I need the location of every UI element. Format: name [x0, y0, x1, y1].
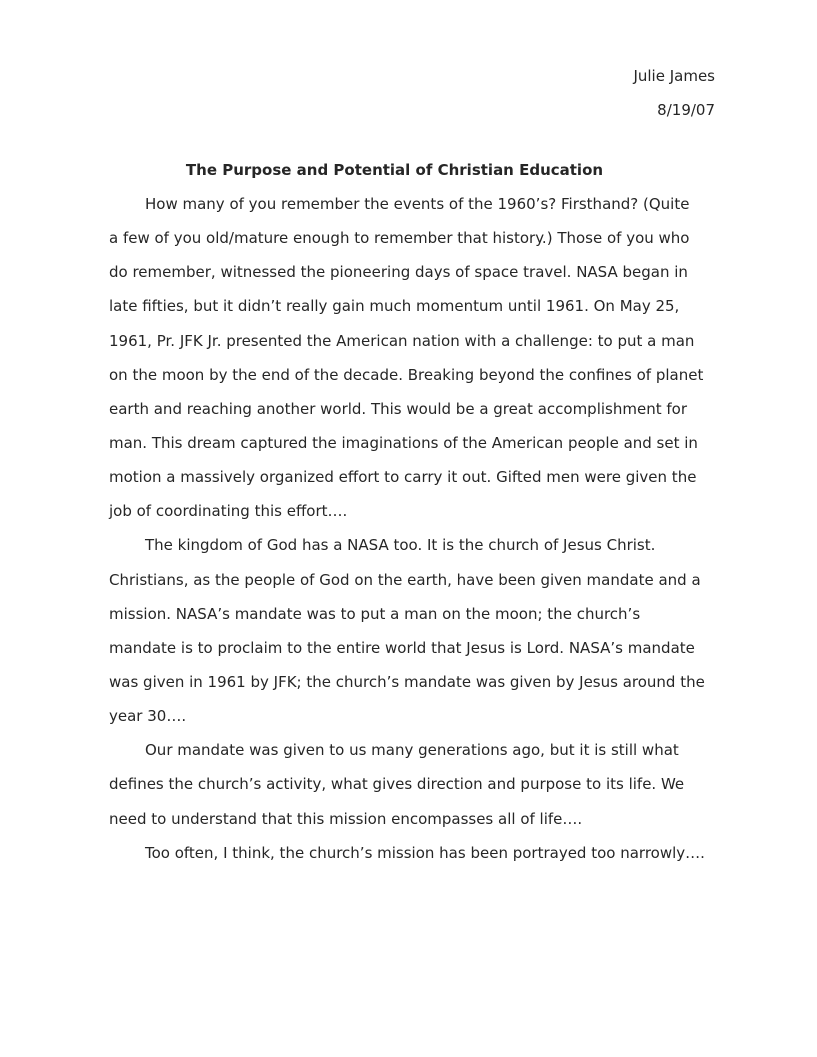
text-line: motion a massively organized effort to carry it out. Gifted men were given the [109, 468, 697, 487]
document-date: 8/19/07 [657, 101, 715, 119]
document-body [109, 194, 709, 877]
text-line: defines the church’s activity, what gives direction and purpose to its life. We [109, 775, 685, 794]
text-line: job of coordinating this effort…. [109, 502, 348, 521]
text-line: mandate is to proclaim to the entire world that Jesus is Lord. NASA’s mandate [109, 638, 695, 657]
document-title: The Purpose and Potential of Christian Education [185, 161, 604, 179]
text-line: year 30…. [109, 707, 187, 726]
text-line: How many of you remember the events of the 1960’s? Firsthand? (Quite [145, 195, 690, 213]
text-line: Christians, as the people of God on the earth, have been given mandate and a [109, 570, 701, 589]
document-header [633, 59, 715, 127]
paragraph-1 [109, 194, 709, 535]
text-line: a few of you old/mature enough to remember that history.) Those of you who [109, 229, 690, 248]
paragraph-2 [109, 535, 709, 740]
text-line: late fifties, but it didn’t really gain much momentum until 1961. On May 25, [109, 297, 680, 316]
text-line: mission. NASA’s mandate was to put a man on the moon; the church’s [109, 604, 641, 623]
text-line: was given in 1961 by JFK; the church’s mandate was given by Jesus around the [109, 672, 705, 691]
author-name: Julie James [633, 67, 715, 85]
text-line: man. This dream captured the imaginations of the American people and set in [109, 433, 698, 452]
text-line: do remember, witnessed the pioneering days of space travel. NASA began in [109, 263, 688, 282]
text-line: Too often, I think, the church’s mission has been portrayed too narrowly…. [145, 843, 705, 862]
text-line: 1961, Pr. JFK Jr. presented the American nation with a challenge: to put a man [109, 331, 695, 350]
text-line: Our mandate was given to us many generations ago, but it is still what [145, 741, 679, 760]
text-line: The kingdom of God has a NASA too. It is the church of Jesus Christ. [145, 536, 656, 555]
text-line: on the moon by the end of the decade. Breaking beyond the confines of planet [109, 365, 704, 384]
paragraph-4 [109, 843, 709, 877]
text-line: earth and reaching another world. This would be a great accomplishment for [109, 399, 687, 418]
paragraph-3 [109, 740, 709, 842]
text-line: need to understand that this mission encompasses all of life…. [109, 809, 583, 828]
